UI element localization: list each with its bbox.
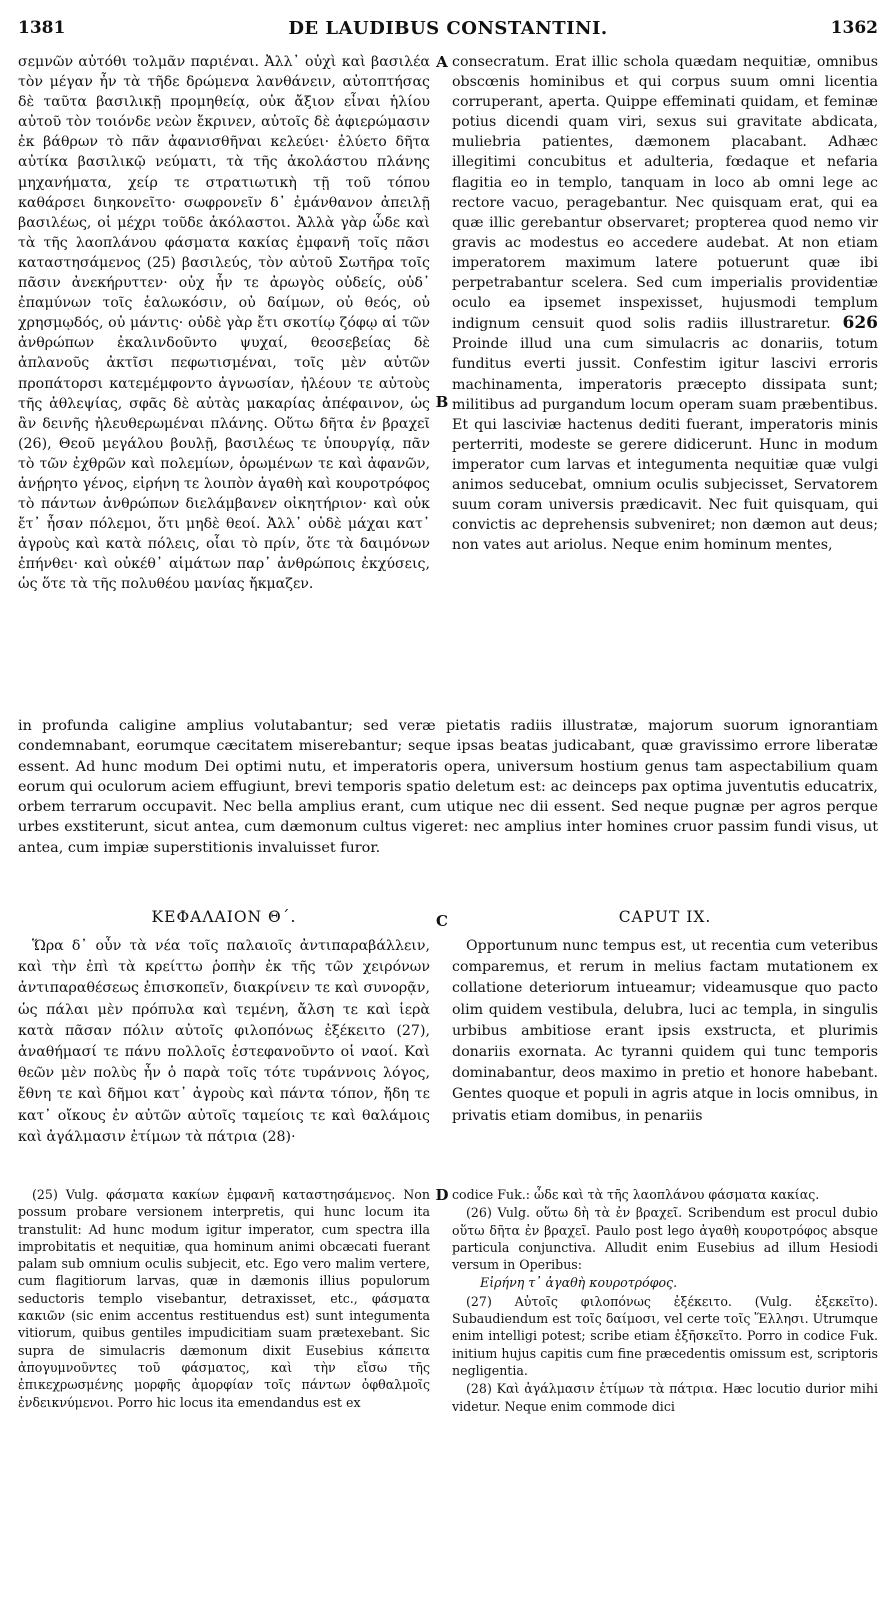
- footnote-25-continued: codice Fuk.: ὧδε καὶ τὰ τῆς λαοπλάνου φάσματα κακίας.: [452, 1187, 820, 1202]
- footnotes-right: [452, 1186, 878, 1416]
- latin-part-b: Proinde illud una cum simulacris ac donariis, totum funditus everti jussit. Confestim igitur lascivi erroris machinamenta, imperatoris præcepto dissipata sunt; militibus ad purgandum locum operam suam præbentibus. Et qui lasciviæ hactenus dediti fuerant, imperatoris minis perterriti, modeste se gerere didicerunt. Hunc in modum imperator cum larvas et integumenta nequitiæ quæ vulgi animos seducebat, omnium oculis subjecisset, Servatorem suum coram universis prædicavit. Nec fuit quisquam, qui convictis ac deprehensis subveniret; non dæmon aut deus; non vates aut ariolus. Neque enim hominum mentes,: [452, 336, 878, 554]
- footnotes-left: [18, 1186, 430, 1412]
- running-title: DE LAUDIBUS CONSTANTINI.: [288, 18, 608, 39]
- greek-paragraph: σεμνῶν αὐτόθι τολμᾶν παριέναι. Ἀλλ᾽ οὐχὶ καὶ βασιλέα τὸν μέγαν ἦν τὰ τῆδε δρώμενα λανθάνειν, αὐτοπτήσας δὲ ταῦτα βασιλικῇ προμηθείᾳ, οὐκ ἄξιον εἶναι ἡλίου αὐτοῦ τὸν τοιόνδε νεὼν ἔκρινεν, αὐτοῖς δὲ ἀφιερώμασιν ἐκ βάθρων τὸ πᾶν ἀφανισθῆναι κελεύει· ἐλύετο δῆτα αὐτίκα βασιλικῷ νεύματι, τὰ τῆς ἀκολάστου πλάνης μηχανήματα, χείρ τε στρατιωτικὴ τῇ τοῦ τόπου καθάρσει διηκονεῖτο· σωφρονεῖν δ᾽ ἐμάνθανον ἀπειλῇ βασιλέως, οἱ μέχρι τοῦδε ἀκόλαστοι. Ἀλλὰ γὰρ ὧδε καὶ τὰ τῆς λαοπλάνου φάσματα κακίας ἐμφανῆ τοῖς πᾶσι καταστησάμενος (25) βασιλεύς, τὸν αὐτοῦ Σωτῆρα τοῖς πᾶσιν ἀνεκήρυττεν· οὐχ ἦν τε ἀρωγὸς οὐδείς, οὐδ᾽ ἐπαμύνων τοῖς ἑαλωκόσιν, οὐ δαίμων, οὐ θεός, οὐ χρησμῳδός, οὐ μάντις· οὐδὲ γὰρ ἔτι σκοτίῳ ζόφῳ αἱ τῶν ἀνθρώπων ἐκαλινδοῦντο ψυχαί, θεοσεβείας δὲ ἀπλανοῦς ἀκτῖσι πεφωτισμέναι, τοῖς μὲν αὐτῶν προπάτορσι κατεμέμφοντο ἀγνωσίαν, ἠλέουν τε αὐτοὺς τῆς ἀθλεψίας, σφᾶς δὲ αὐτὰς μακαρίας ἀπέφαινον, ὡς ἂν δεινῆς ἠλευθερωμέναι πλάνης. Οὕτω δῆτα ἐν βραχεῖ (26), Θεοῦ μεγάλου βουλῇ, βασιλέως τε ὑπουργίᾳ, πᾶν τὸ τῶν ἐχθρῶν καὶ πολεμίων, ὁρωμένων τε καὶ ἀφανῶν, ἀνῄρητο γένος, εἰρήνη τε λοιπὸν ἀγαθὴ καὶ κουροτρόφος τὸ πάντων ἀνθρώπων διελάμβανεν οἰκητήριον· καὶ οὐκ ἔτ᾽ ἦσαν πόλεμοι, ὅτι μηδὲ θεοί. Ἀλλ᾽ οὐδὲ μάχαι κατ᾽ ἀγροὺς καὶ κατὰ πόλεις, οἷαι τὸ πρίν, ὅτε τὰ δαιμόνων ἐπήνθει· καὶ οὐκέθ᾽ αἱμάτων παρ᾽ ἀνθρώποις ἐκχύσεις, ὡς ὅτε τὰ τῆς πολυθέου μανίας ἤκμαζεν.: [18, 54, 430, 593]
- page-number-left: 1381: [18, 18, 66, 38]
- footnote-27: (27) Αὐτοῖς φιλοπόνως ἐξέκειτο. (Vulg. ἐξεκεῖτο). Subaudiendum est τοῖς δαίμοσι, vel certe τοῖς Ἕλλησι. Utrumque enim intelligi potest; scribe etiam ἐξῆσκεῖτο. Porro in codice Fuk. initium hujus capitis cum fine præcedentis omissum est, scriptoris negligentia.: [452, 1293, 878, 1378]
- latin-paragraph: [452, 52, 878, 555]
- footnote-25: (25) Vulg. φάσματα κακίων ἐμφανῆ καταστησάμενος. Non possum probare versionem interpretis, qui hunc locum ita transtulit: Ad hunc modum igitur imperator, cum spectra illa improbitatis et nequitiæ, qua hominum animi obcæcati fuerant palam sub omnium oculis subjecit, etc. Ego vero malim vertere, cum flagitiorum larvas, quæ in dæmonis illius populorum seductoris templo visebantur, detraxisset, etc., φάσματα κακιῶν (sic enim accentus restituendus est) sunt integumenta vitiorum, quibus gentiles impudicitiam suam prætexebant. Sic supra de simulacris dæmonum dixit Eusebius κάπειτα ἀπογυμνοῦντες τοῦ φάσματος, καὶ τὴν εἴσω τῆς ἐπικεχρωσμένης μορφῆς ἀμορφίαν τοῖς πάντων ὀφθαλμοῖς ἐνδεικνύμενοι. Porro hic locus ita emendandus est ex: [18, 1187, 430, 1410]
- page-number-right: 1362: [830, 18, 878, 38]
- section-marker-b: B: [435, 393, 449, 411]
- footnote-26: (26) Vulg. οὕτω δὴ τὰ ἐν βραχεῖ. Scribendum est procul dubio οὕτω δῆτα ἐν βραχεῖ. Paulo post lego ἀγαθὴ κουροτρόφος absque particula conjunctiva. Alludit enim Eusebius ad illum Hesiodi versum in Operibus:: [452, 1205, 878, 1273]
- latin-part-a: consecratum. Erat illic schola quædam nequitiæ, omnibus obscœnis hominibus et qui corpus suum omni licentia corruperant, aperta. Quippe effeminati quidam, et feminæ potius dicendi quam viri, sexus sui gravitate abdicata, muliebria patientes, dæmonem placabant. Adhæc illegitimi concubitus et adulteria, fœdaque et nefaria flagitia eo in templo, tanquam in loco ab omni lege ac rectore vacuo, peragebantur. Nec quisquam erat, qui ea quæ illic gerebantur observaret; propterea quod nemo vir gravis ac modestus eo accedere audebat. At non etiam imperatorem maximum latere potuerunt quæ ibi perpetrabantur scelera. Sed cum imperialis providentiæ oculo ea ipsemet inspexisset, hujusmodi templum indignum censuit quod solis radiis illustraretur.: [452, 54, 878, 333]
- latin-full-paragraph: in profunda caligine amplius volutabantur; sed veræ pietatis radiis illustratæ, majorum suorum ignorantiam condemnabant, eorumque cæcitatem miserebantur; seque ipsas beatas judicabant, quæ gravissimo errore liberatæ essent. Ad hunc modum Dei optimi nutu, et imperatoris opera, universum hostium genus tam aspectabilium quam eorum qui oculorum aciem effugiunt, brevi temporis spatio deletum est: ac deinceps pax optima juventutis educatrix, orbem terrarum occupavit. Nec bella amplius erant, cum utique nec dii essent. Sed neque pugnæ per agros perque urbes exstiterunt, sicut antea, cum dæmonum cultus vigeret: nec amplius inter homines cruor passim fundi visus, ut antea, cum impiæ superstitionis invaluisset furor.: [18, 718, 878, 856]
- greek-text-top: [18, 52, 430, 595]
- section-marker-d: D: [435, 1186, 449, 1204]
- latin-text-top: [452, 52, 878, 555]
- hesiod-verse: Εἰρήνη τ᾽ ἀγαθὴ κουροτρόφος.: [480, 1275, 678, 1291]
- greek-chapter-text: [18, 936, 430, 1148]
- latin-chapter-text: [452, 936, 878, 1127]
- chapter-heading-greek: ΚΕΦΑΛΑΙΟΝ Θ΄.: [151, 908, 297, 926]
- chapter-heading-latin: CAPUT IX.: [618, 908, 712, 926]
- footnote-28: (28) Καὶ ἀγάλμασιν ἐτίμων τὰ πάτρια. Hæc locutio durior mihi videtur. Neque enim commode dici: [452, 1381, 878, 1414]
- section-marker-a: A: [436, 53, 448, 71]
- column-number: 626: [842, 313, 878, 334]
- section-marker-c: C: [436, 912, 448, 930]
- greek-chapter-paragraph: Ὥρα δ᾽ οὖν τὰ νέα τοῖς παλαιοῖς ἀντιπαραβάλλειν, καὶ τὴν ἐπὶ τὰ κρείττω ῥοπὴν ἐκ τῆς τῶν χειρόνων ἀντιπαραθέσεως ἐπισκοπεῖν, διακρίνειν τε καὶ συνορᾷν, ὡς πάλαι μὲν πρόπυλα καὶ τεμένη, ἄλση τε καὶ ἱερὰ κατὰ πᾶσαν πόλιν αὐτοῖς φιλοπόνως ἐξέκειτο (27), ἀναθήμασί τε πάνυ πολλοῖς ἐστεφανοῦντο οἱ ναοί. Καὶ θεῶν μὲν πολὺς ἦν ὁ παρὰ τοῖς τότε τυράννοις λόγος, ἔθνη τε καὶ δῆμοι κατ᾽ ἀγροὺς καὶ πάντα τόπον, ἤδη τε κατ᾽ οἴκους ἐν αὐτῶν αὐτοῖς ταμείοις τε καὶ θαλάμοις καὶ ἀγάλμασιν ἐτίμων τὰ πάτρια (28)·: [18, 938, 430, 1145]
- latin-chapter-paragraph: Opportunum nunc tempus est, ut recentia cum veteribus comparemus, et rerum in melius factam mutationem ex collatione deteriorum intueamur; videamusque quo pacto olim quidem vestibula, delubra, luci ac templa, in singulis urbibus ambitiose erant ipsis exstructa, et plurimis donariis exornata. Ac tyranni quidem qui tunc temporis dominabantur, deos maximo in pretio et honore habebant. Gentes quoque et populi in agris atque in locis omnibus, in privatis etiam domibus, in penariis: [452, 938, 878, 1124]
- latin-full-width-text: [18, 716, 878, 858]
- running-header: [18, 18, 878, 44]
